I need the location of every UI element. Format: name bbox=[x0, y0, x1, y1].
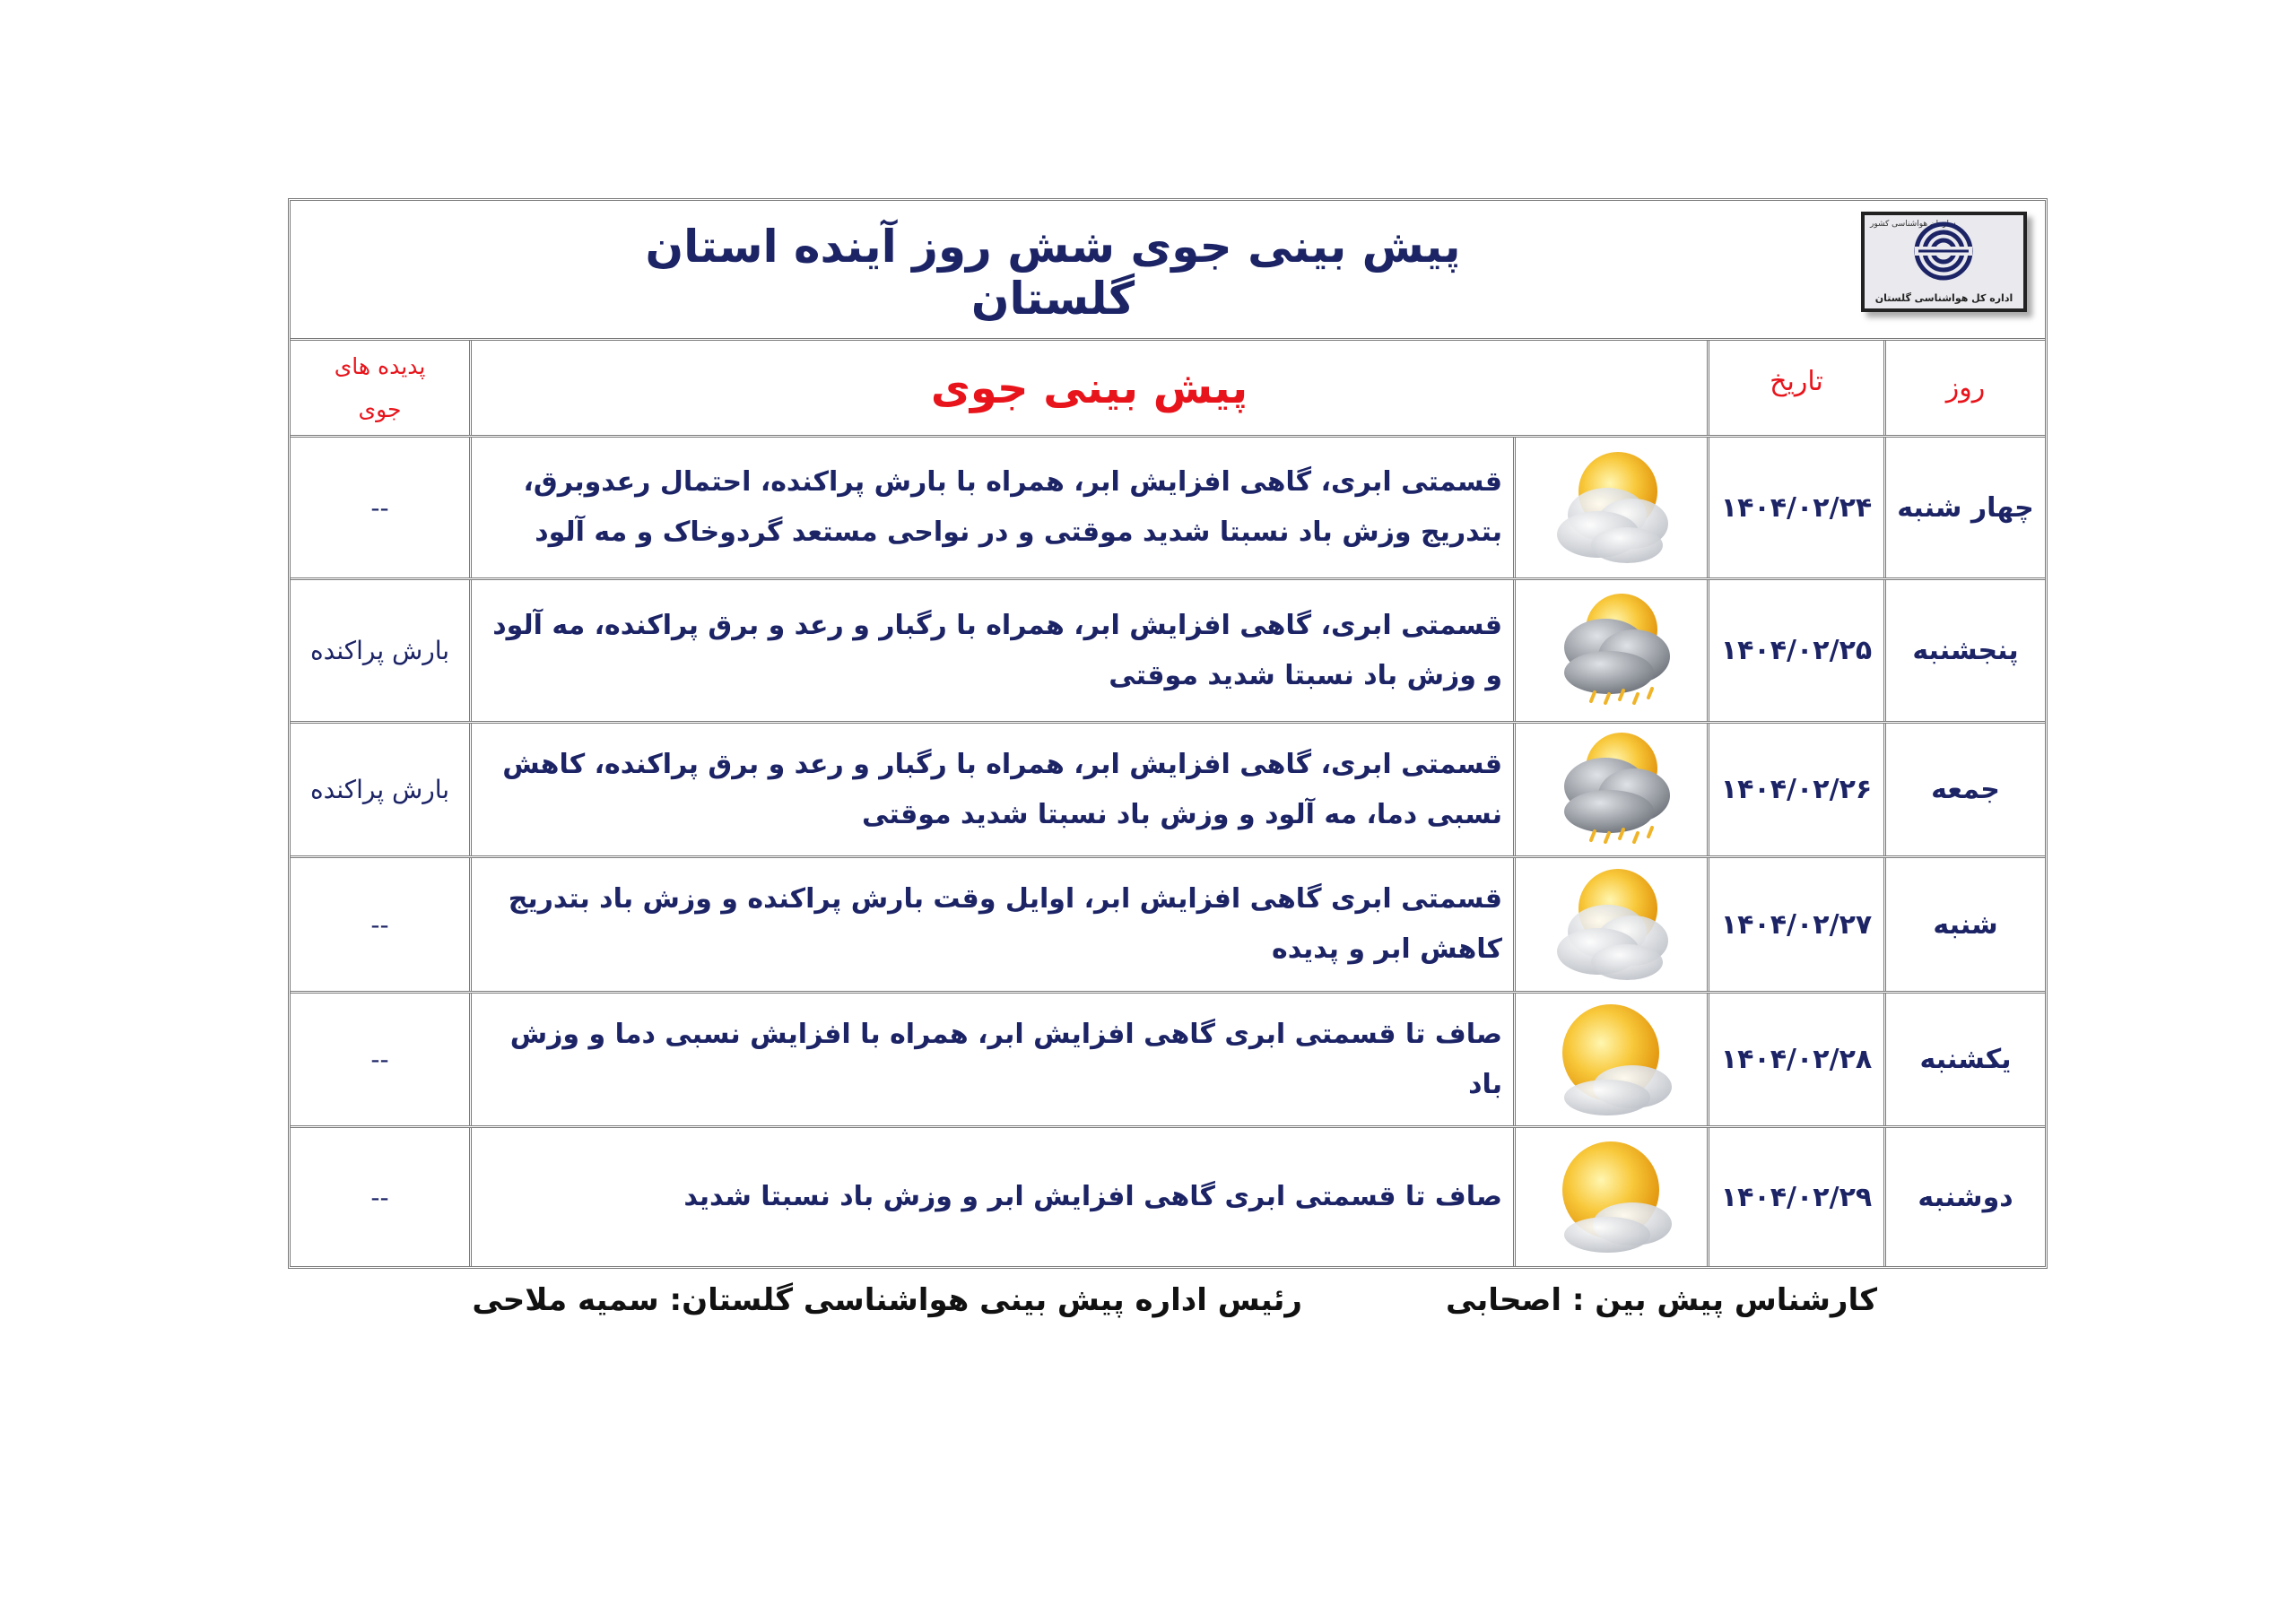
day-label: دوشنبه bbox=[1918, 1181, 2013, 1213]
phenomena-text: بارش پراکنده bbox=[309, 636, 450, 665]
table-row bbox=[291, 438, 2045, 580]
header-day: روز bbox=[1945, 372, 1986, 404]
header-forecast: پیش بینی جوی bbox=[930, 362, 1248, 413]
sun-cloud-icon bbox=[1544, 997, 1679, 1123]
forecast-text: قسمتی ابری، گاهی افزایش ابر، همراه با بارش پراکنده، احتمال رعدوبرق، بتدریج وزش باد نسبتا شدید موقتی و در نواحی مستعد گردوخاک و مه آلود bbox=[523, 466, 1502, 548]
forecast-text: قسمتی ابری، گاهی افزایش ابر، همراه با رگبار و رعد و برق پراکنده، مه آلود و وزش باد نسبتا شدید موقتی bbox=[492, 609, 1502, 691]
day-label: یکشنبه bbox=[1919, 1044, 2012, 1075]
phenomena-text: -- bbox=[370, 492, 389, 523]
table-header-row bbox=[291, 341, 2045, 438]
logo-caption: اداره کل هواشناسی گلستان bbox=[1874, 292, 2013, 304]
forecast-text: قسمتی ابری گاهی افزایش ابر، اوایل وقت بارش پراکنده و وزش باد بتدریج کاهش ابر و پدیده bbox=[508, 883, 1502, 965]
partly-cloudy-icon bbox=[1544, 445, 1679, 570]
date-label: ۱۴۰۴/۰۲/۲۹ bbox=[1720, 1181, 1873, 1213]
forecast-text: صاف تا قسمتی ابری گاهی افزایش ابر، همراه با افزایش نسبی دما و وزش باد bbox=[509, 1018, 1502, 1100]
cloudy-rain-icon bbox=[1544, 588, 1679, 714]
logo-top-text: سازمان هواشناسی کشور bbox=[1870, 220, 1956, 229]
table-row bbox=[291, 580, 2045, 724]
header-date: تاریخ bbox=[1770, 366, 1823, 397]
day-label: پنجشنبه bbox=[1912, 635, 2019, 666]
header-phenomena-line1: پدیده های bbox=[334, 352, 426, 379]
forecast-text: قسمتی ابری، گاهی افزایش ابر، همراه با رگبار و رعد و برق پراکنده، کاهش نسبی دما، مه آلود و وزش باد نسبتا شدید موقتی bbox=[502, 748, 1502, 830]
date-label: ۱۴۰۴/۰۲/۲۴ bbox=[1720, 491, 1873, 524]
title-row bbox=[291, 201, 2045, 341]
partly-cloudy-icon bbox=[1544, 862, 1679, 987]
organization-logo bbox=[1861, 212, 2027, 312]
phenomena-text: بارش پراکنده bbox=[309, 775, 450, 804]
date-label: ۱۴۰۴/۰۲/۲۸ bbox=[1720, 1044, 1873, 1075]
phenomena-text: -- bbox=[370, 909, 389, 940]
phenomena-text: -- bbox=[370, 1045, 389, 1074]
day-label: شنبه bbox=[1933, 908, 1998, 941]
date-label: ۱۴۰۴/۰۲/۲۵ bbox=[1720, 635, 1873, 666]
sun-cloud-icon bbox=[1544, 1134, 1679, 1260]
table-row bbox=[291, 1128, 2045, 1266]
phenomena-text: -- bbox=[370, 1182, 389, 1212]
header-phenomena-line2: جوی bbox=[358, 395, 402, 422]
date-label: ۱۴۰۴/۰۲/۲۶ bbox=[1720, 774, 1873, 805]
forecast-text: صاف تا قسمتی ابری گاهی افزایش ابر و وزش باد نسبتا شدید bbox=[683, 1181, 1502, 1212]
forecast-sheet bbox=[288, 198, 2048, 1269]
day-label: چهار شنبه bbox=[1897, 491, 2034, 524]
day-label: جمعه bbox=[1931, 774, 2000, 805]
page-title: پیش بینی جوی شش روز آینده استان گلستان bbox=[645, 221, 1461, 325]
footer-forecaster: کارشناس پیش بین : اصحابی bbox=[1446, 1282, 1877, 1318]
table-row bbox=[291, 858, 2045, 994]
date-label: ۱۴۰۴/۰۲/۲۷ bbox=[1720, 908, 1873, 941]
table-row bbox=[291, 724, 2045, 858]
cloudy-rain-icon bbox=[1544, 727, 1679, 853]
meteorological-emblem-icon bbox=[1913, 221, 1974, 282]
table-row bbox=[291, 994, 2045, 1128]
footer-department-head: رئیس اداره پیش بینی هواشناسی گلستان: سمیه ملاحی bbox=[472, 1282, 1302, 1318]
